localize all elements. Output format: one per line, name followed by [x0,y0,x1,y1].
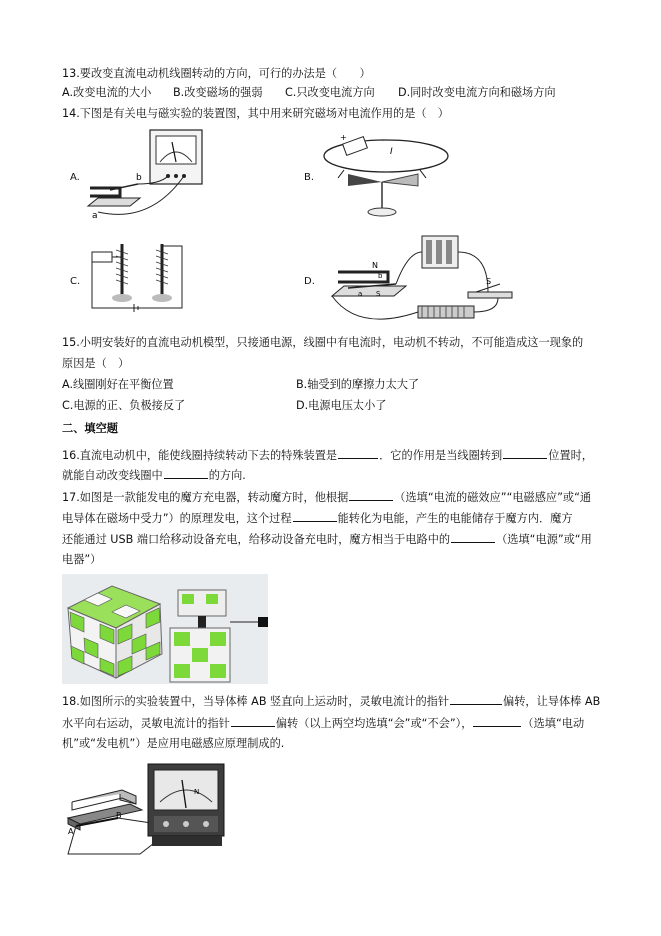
q13-option-a: A.改变电流的大小 [62,86,152,99]
q13-option-d: D.同时改变电流方向和磁场方向 [398,86,556,99]
q15-stem-line2: 原因是（ ） [62,357,130,370]
q17-line4: 电器”） [62,553,102,566]
q17-blank-3[interactable] [451,531,495,543]
q18-text-1: 18.如图所示的实验装置中，当导体棒 AB 竖直向上运动时，灵敏电流计的指针 [62,695,450,708]
svg-text:+: + [340,133,347,142]
q17-blank-2[interactable] [293,510,337,522]
q18-fig-letter-a: A [68,827,74,836]
q17-text-3: 电导体在磁场中受力”）的原理发电，这个过程 [62,512,292,525]
q18-text-5: （选填“电动 [522,717,585,730]
q17-text-5: 还能通过 USB 端口给移动设备充电，给移动设备充电时，魔方相当于电路中的 [62,533,451,546]
q14-figure-b [318,130,453,222]
q18-line2 [62,715,584,732]
q17-text-2: （选填“电流的磁效应”“电磁感应”或“通 [394,491,592,504]
q18-fig-letter-b: B [116,811,122,820]
q14-fig-a-letter-b: b [136,173,142,183]
q17-line1 [62,489,591,506]
q14-fig-d-letter-b: b [378,272,383,280]
q17-blank-1[interactable] [349,489,393,501]
q18-text-2: 偏转，让导体棒 AB [503,695,601,708]
q16-blank-3[interactable] [164,467,208,479]
q16-line1 [62,447,593,464]
q17-text-1: 17.如图是一款能发电的魔方充电器，转动魔方时，他根据 [62,491,349,504]
q14-label-b: B. [304,172,315,183]
svg-text:I: I [390,147,393,157]
q15-option-a: A.线圈刚好在平衡位置 [62,378,174,391]
section-title-fill-in: 二、填空题 [62,422,118,435]
q16-line2 [62,467,246,484]
q18-line3: 机”或“发电机”）是应用电磁感应原理制成的. [62,737,285,750]
q14-fig-d-letter-n: N [372,261,378,270]
q18-blank-2[interactable] [231,715,275,727]
q15-option-c: C.电源的正、负极接反了 [62,399,186,412]
q14-stem: 14.下图是有关电与磁实验的装置图，其中用来研究磁场对电流作用的是（ ） [62,107,449,120]
q16-text-5: 的方向. [208,469,246,482]
q16-blank-1[interactable] [338,447,378,459]
q15-option-d: D.电源电压太小了 [296,399,387,412]
q18-blank-1[interactable] [450,693,502,705]
q14-label-c: C. [70,276,81,287]
q15-option-b: B.轴受到的摩擦力太大了 [296,378,420,391]
q16-blank-2[interactable] [503,447,547,459]
q13-option-b: B.改变磁场的强弱 [173,86,263,99]
q16-text-3: 位置时， [548,449,593,462]
q17-line2 [62,510,573,527]
q16-text-1: 16.直流电动机中，能使线圈持续转动下去的特殊装置是 [62,449,338,462]
q17-figure-magic-cube [62,574,268,684]
q17-text-4: 能转化为电能，产生的电能储存于魔方内．魔方 [337,512,573,525]
q16-text-2: ．它的作用是当线圈转到 [379,449,503,462]
q17-text-6: （选填“电源”或“用 [496,533,592,546]
q15-stem-line1: 15.小明安装好的直流电动机模型，只接通电源，线圈中有电流时，电动机不转动，不可能造成这一现象的 [62,336,584,349]
q14-label-a: A. [70,172,80,183]
q18-line1 [62,693,600,710]
q14-fig-d-letter-s: S [376,290,381,298]
q18-text-3: 水平向右运动，灵敏电流计的指针 [62,717,230,730]
q18-fig-letter-n: N [194,788,200,796]
q13-stem: 13.要改变直流电动机线圈转动的方向，可行的办法是（ ） [62,67,371,80]
q18-figure-galvanometer [62,760,232,864]
q14-figure-d [318,232,518,332]
q14-figure-a [80,128,230,226]
q18-blank-3[interactable] [473,715,521,727]
q17-line3 [62,531,592,548]
q16-text-4: 就能自动改变线圈中 [62,469,163,482]
q14-label-d: D. [304,276,315,287]
q14-fig-d-letter-a: a [358,290,363,298]
q18-text-4: 偏转（以上两空均选填“会”或“不会”）， [275,717,473,730]
q14-fig-a-letter-a: a [92,211,98,221]
q14-figure-c [82,236,192,314]
q13-option-c: C.只改变电流方向 [285,86,375,99]
q14-fig-d-letter-s2: S [486,277,492,286]
